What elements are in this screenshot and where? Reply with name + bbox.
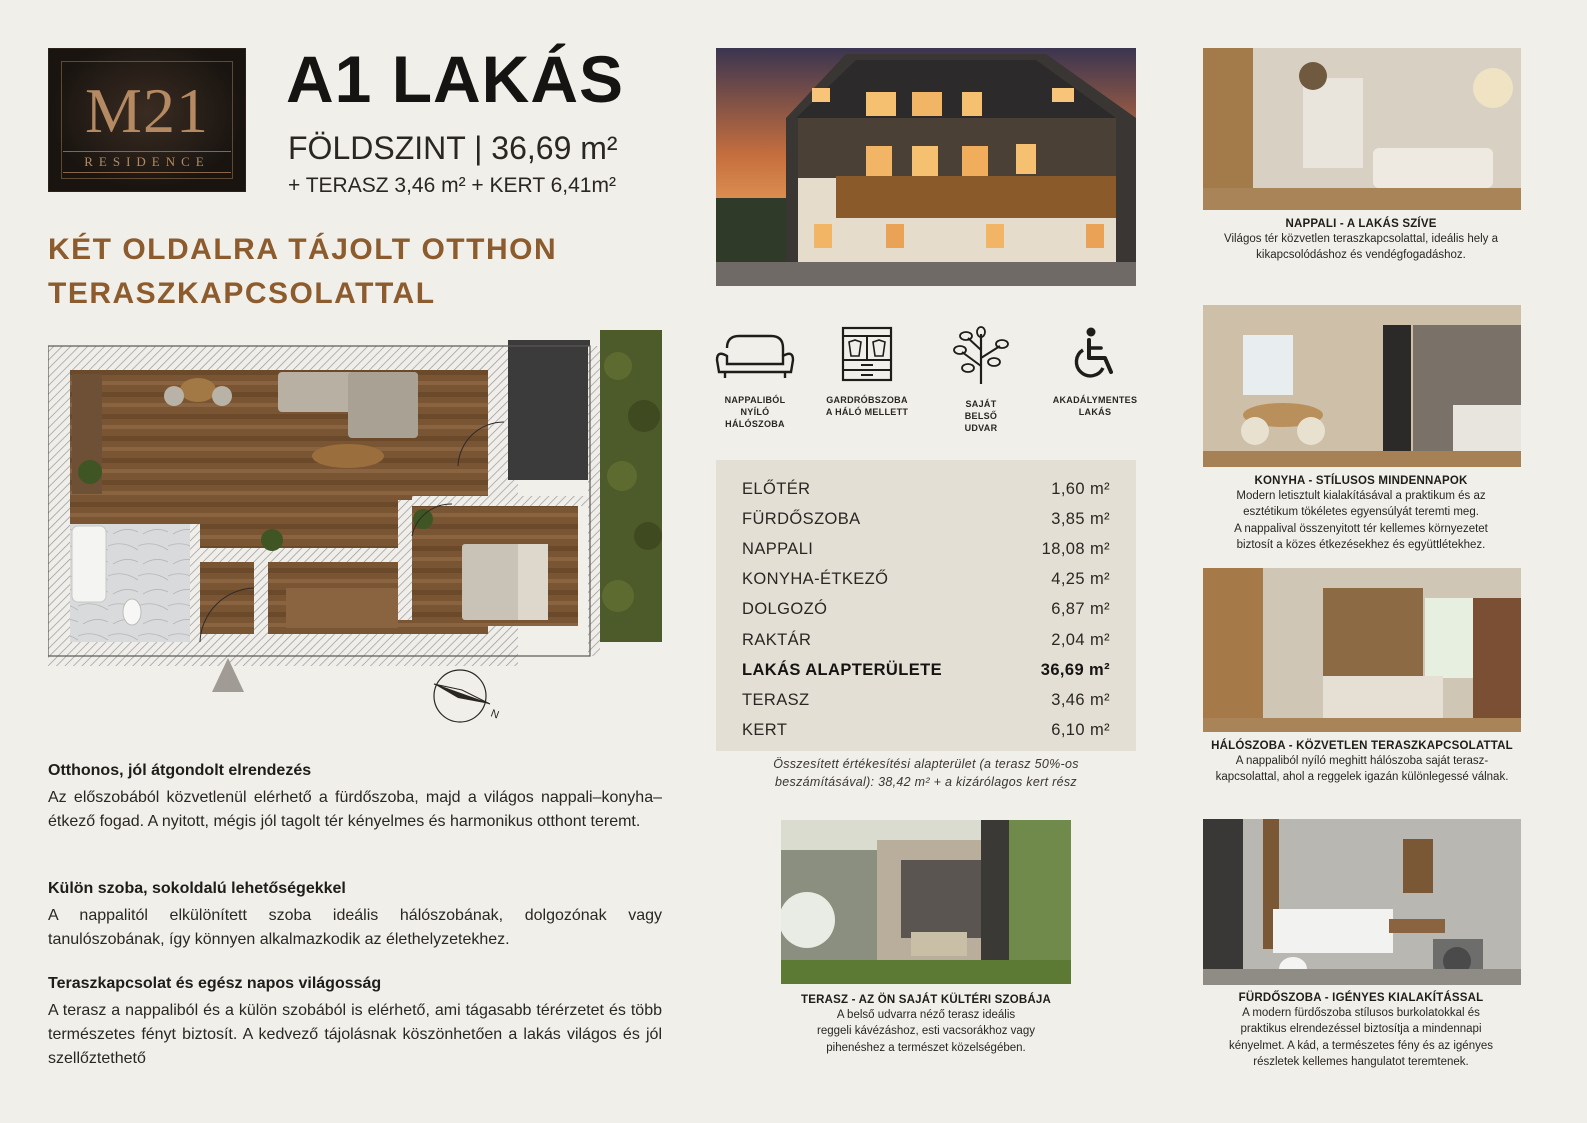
feature-wardrobe — [812, 326, 922, 418]
description-room — [48, 880, 662, 952]
description-terrace — [48, 975, 662, 1071]
bathroom-photo — [1203, 819, 1521, 985]
feature-label: GARDRÓBSZOBA A HÁLÓ MELLETT — [825, 395, 909, 418]
building-exterior-image — [716, 48, 1136, 286]
extra-areas: + TERASZ 3,46 m² + KERT 6,41m² — [288, 174, 616, 197]
feature-courtyard — [926, 326, 1036, 434]
description-body: A nappalitól elkülönített szoba ideális hálószobának, dolgozónak vagy tanulószobának, így könnyen alkalmazkodik az élethelyzetekhez. — [48, 907, 662, 948]
compass-icon — [428, 664, 504, 724]
feature-label: NAPPALIBÓL NYÍLÓ HÁLÓSZOBA — [724, 395, 786, 430]
kitchen-caption: KONYHA - STÍLUSOS MINDENNAPOK Modern letisztult kialakításával a praktikum és az esztétikum tökéletes egyensúlyát teremti meg. A nappalival összenyitott tér kellemes környezetet biztosít a közes étkezésekhez és együttlétekhez. — [1234, 475, 1488, 551]
wardrobe-icon — [837, 326, 897, 382]
area-row: KERT 6,10 m² — [742, 721, 1110, 740]
description-body: Az előszobából közvetlenül elérhető a fürdőszoba, majd a világos nappali–konyha–étkező fogad. A nyitott, mégis jól tagolt tér kényelmes és harmonikus otthont teremt. — [48, 789, 662, 830]
description-body: A terasz a nappaliból és a külön szobából is elérhető, ami tágasabb térérzetet és több természetes fényt biztosít. A kedvező tájolásnak köszönhetően a lakás világos és jól szellőztethető — [48, 1002, 662, 1067]
area-row: NAPPALI 18,08 m² — [742, 539, 1110, 558]
area-table — [716, 460, 1136, 751]
description-layout — [48, 762, 662, 834]
area-row: ELŐTÉR 1,60 m² — [742, 479, 1110, 498]
description-title: Teraszkapcsolat és egész napos világosság — [48, 975, 382, 992]
area-note: Összesített értékesítési alapterület (a terasz 50%-os beszámításával): 38,42 m² + a kizárólagos kert rész — [773, 757, 1079, 789]
living-room-photo — [1203, 48, 1521, 210]
area-row: TERASZ 3,46 m² — [742, 690, 1110, 709]
area-row: DOLGOZÓ 6,87 m² — [742, 600, 1110, 619]
terrace-caption: TERASZ - AZ ÖN SAJÁT KÜLTÉRI SZOBÁJA A belső udvarra néző terasz ideális reggeli kávézáshoz, esti vacsorákhoz vagy pihenéshez a természet közelségében. — [760, 994, 1092, 1056]
living-room-caption: NAPPALI - A LAKÁS SZÍVE Világos tér közvetlen teraszkapcsolattal, ideális hely a kikapcsolódáshoz és vendégfogadáshoz. — [1223, 218, 1499, 262]
tagline — [48, 228, 688, 315]
floor-area: FÖLDSZINT | 36,69 m² — [288, 130, 618, 166]
svg-text:N: N — [488, 707, 501, 722]
bathroom-caption: FÜRDŐSZOBA - IGÉNYES KIALAKÍTÁSSAL A modern fürdőszoba stílusos burkolatokkal és praktikus elrendezéssel biztosítja a mindennapi kényelmet. A kád, a természetes fény és az igényes részletek kellemes hangulatot teremtenek. — [1228, 992, 1493, 1068]
description-title: Otthonos, jól átgondolt elrendezés — [48, 762, 312, 779]
floor-plan — [48, 326, 664, 666]
m21-residence-logo — [48, 48, 246, 192]
entrance-arrow — [212, 658, 244, 692]
terrace-photo — [781, 820, 1071, 984]
bedroom-caption: HÁLÓSZOBA - KÖZVETLEN TERASZKAPCSOLATTAL A nappaliból nyíló meghitt hálószoba saját terasz- kapcsolattal, ahol a reggelek igazán különlegessé válnak. — [1211, 740, 1513, 784]
area-row: FÜRDŐSZOBA 3,85 m² — [742, 509, 1110, 528]
logo-mark: M21 — [85, 75, 209, 146]
description-title: Külön szoba, sokoldalú lehetőségekkel — [48, 880, 346, 897]
wheelchair-icon — [1067, 326, 1123, 382]
area-total-row: LAKÁS ALAPTERÜLETE 36,69 m² — [742, 660, 1110, 679]
caption-title: TERASZ - AZ ÖN SAJÁT KÜLTÉRI SZOBÁJA — [801, 994, 1051, 1006]
page-title: A1 LAKÁS — [286, 42, 625, 116]
kitchen-photo — [1203, 305, 1521, 467]
tagline-line-1: KÉT OLDALRA TÁJOLT OTTHON — [48, 233, 558, 266]
feature-label: AKADÁLYMENTES LAKÁS — [1052, 395, 1138, 418]
feature-label: SAJÁT BELSŐ UDVAR — [964, 399, 998, 434]
feature-living-bedroom — [700, 326, 810, 430]
tree-icon — [948, 326, 1014, 386]
area-row: RAKTÁR 2,04 m² — [742, 630, 1110, 649]
bedroom-photo — [1203, 568, 1521, 732]
sofa-icon — [713, 326, 797, 382]
area-row: KONYHA-ÉTKEZŐ 4,25 m² — [742, 570, 1110, 589]
tagline-line-2: TERASZKAPCSOLATTAL — [48, 276, 436, 310]
logo-subtitle: RESIDENCE — [63, 151, 231, 173]
feature-accessible — [1040, 326, 1150, 418]
